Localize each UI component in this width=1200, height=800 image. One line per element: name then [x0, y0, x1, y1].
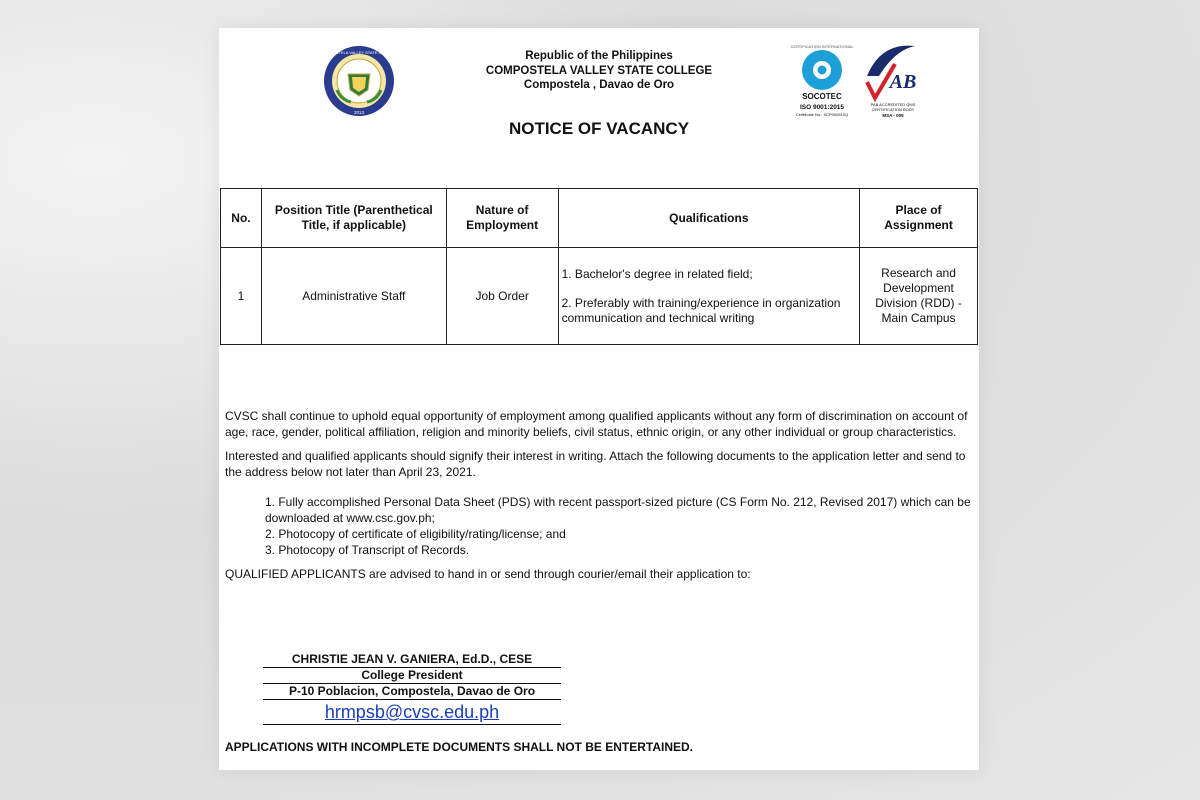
notice-body [225, 408, 975, 590]
socotec-iso-logo [789, 38, 855, 118]
pab-caption-3: MSA - 005 [882, 113, 904, 118]
col-header-qualifications: Qualifications [558, 189, 859, 248]
signatory-name: CHRISTIE JEAN V. GANIERA, Ed.D., CESE [263, 652, 561, 668]
pab-caption-1: PAB ACCREDITED QMS [870, 102, 916, 107]
email-link[interactable]: hrmpsb@cvsc.edu.ph [263, 700, 561, 725]
signatory-block [263, 652, 561, 725]
cell-no: 1 [221, 248, 262, 345]
cell-nature: Job Order [446, 248, 558, 345]
pab-letters: AB [889, 71, 917, 93]
header-line-country: Republic of the Philippines [525, 50, 673, 62]
header-line-location: Compostela , Davao de Oro [523, 79, 675, 91]
list-item: 1. Fully accomplished Personal Data Sheet (PDS) with recent passport-sized picture (CS Form No. 212, Revised 2017) which can be downloaded at www.csc.gov.ph; [265, 495, 971, 525]
list-item: 2. Photocopy of certificate of eligibility/rating/license; and [265, 527, 566, 541]
qualification-item: 1. Bachelor's degree in related field; [561, 266, 753, 281]
cell-position: Administrative Staff [261, 248, 446, 345]
col-header-nature: Nature of Employment [446, 189, 558, 248]
page-title: NOTICE OF VACANCY [508, 119, 690, 138]
socotec-ring-text: CERTIFICATION INTERNATIONAL [790, 44, 854, 49]
col-header-no: No. [221, 189, 262, 248]
col-header-place: Place of Assignment [860, 189, 978, 248]
signatory-title: College President [263, 668, 561, 684]
iso-label: ISO 9001:2015 [799, 104, 845, 111]
application-instructions-paragraph: Interested and qualified applicants should signify their interest in writing. Attach the following documents to the application letter and send to the address below not later than April 23, 2021. [225, 449, 966, 479]
required-documents-list [225, 494, 975, 558]
equal-opportunity-paragraph: CVSC shall continue to uphold equal opportunity of employment among qualified applicants without any form of discrimination on account of age, race, gender, political affiliation, religion and minority beliefs, civil status, ethnic origin, or any other individual or group characteristics. [225, 409, 968, 439]
col-header-position: Position Title (Parenthetical Title, if applicable) [261, 189, 446, 248]
table-row [221, 248, 978, 345]
list-item: 3. Photocopy of Transcript of Records. [265, 543, 470, 557]
seal-ring-text: COMPOSTELA VALLEY STATE COLLEGE [320, 50, 398, 55]
pab-accreditation-logo [861, 36, 925, 122]
cell-qualifications [558, 248, 859, 345]
pab-caption-2: CERTIFICATION BODY [871, 107, 915, 112]
socotec-name: SOCOTEC [802, 92, 842, 101]
table-header-row [221, 189, 978, 248]
vacancy-notice-document [219, 28, 979, 770]
cell-place: Research and Development Division (RDD) - Main Campus [860, 248, 978, 345]
qualification-item: 2. Preferably with training/experience in organization communication and technical writing [561, 295, 841, 325]
header-line-college: COMPOSTELA VALLEY STATE COLLEGE [485, 64, 713, 77]
certificate-number: Certificate No.: SCP000510Q [795, 112, 849, 117]
signatory-address: P-10 Poblacion, Compostela, Davao de Oro [263, 684, 561, 700]
vacancy-table [220, 188, 978, 345]
submission-paragraph: QUALIFIED APPLICANTS are advised to hand in or send through courier/email their application to: [225, 567, 751, 581]
seal-year: 2013 [353, 110, 365, 115]
incomplete-documents-warning: APPLICATIONS WITH INCOMPLETE DOCUMENTS SHALL NOT BE ENTERTAINED. [225, 740, 693, 754]
